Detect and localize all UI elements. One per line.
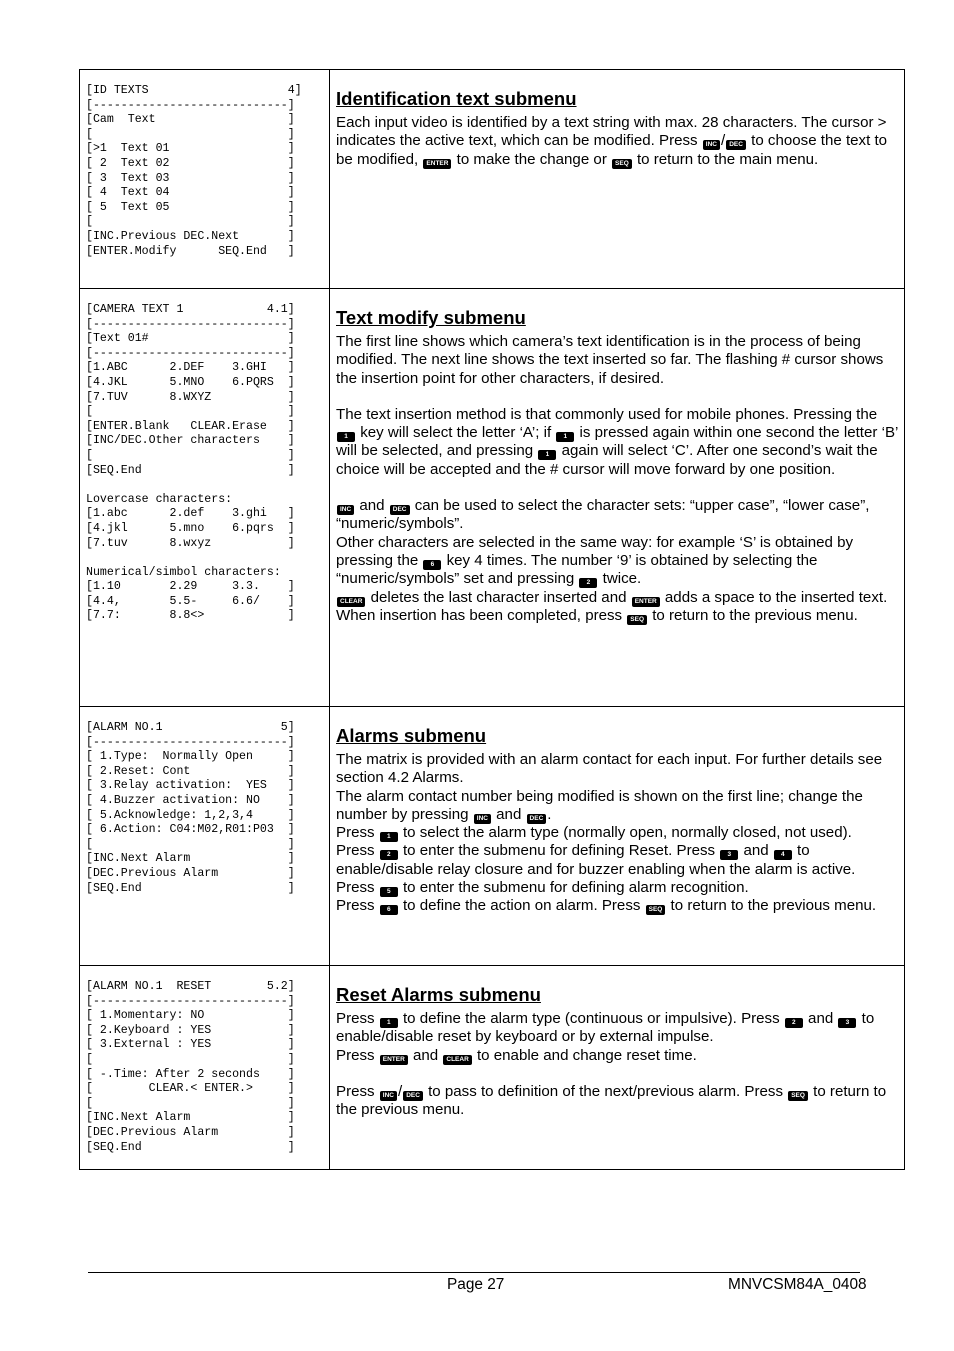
key-6-icon: 6	[380, 905, 398, 915]
paragraph: When insertion has been completed, press SEQ to return to the previous menu.	[336, 606, 858, 624]
paragraph: Press 1 to define the alarm type (continuous or impulsive). Press 2 and 3 to enable/disable reset by keyboard or by external impulse.	[336, 1010, 875, 1046]
paragraph: The matrix is provided with an alarm contact for each input. For further details see section 4.2 Alarms.	[336, 751, 883, 787]
paragraph: CLEAR deletes the last character inserted and ENTER adds a space to the inserted text.	[336, 589, 898, 607]
inc-key-icon: INC	[703, 140, 720, 150]
screen-cell	[80, 289, 330, 707]
key-4-icon: 4	[774, 850, 792, 860]
dec-key-icon: DEC	[390, 505, 410, 515]
clear-key-icon: CLEAR	[443, 1055, 471, 1065]
table-row	[80, 289, 905, 707]
key-2-icon: 2	[579, 578, 597, 588]
inc-key-icon: INC	[337, 505, 354, 515]
paragraph: The first line shows which camera’s text identification is in the process of being modified. The next line shows the text inserted so far. The flashing # cursor shows the insertion point for other characters, if desired.	[336, 333, 884, 387]
screen-cell	[80, 966, 330, 1170]
dec-key-icon: DEC	[527, 814, 547, 824]
inc-key-icon: INC	[380, 1091, 397, 1101]
seq-key-icon: SEQ	[627, 615, 647, 625]
osd-screen-alarm-reset: [ALARM NO.1 RESET 5.2] [----------------------------] [ 1.Momentary: NO ] [ 2.Keyboard : YES ] [ 3.External : YES ] [ ] [ -.Time: After 2 seconds ] [ CLEAR.< ENTER.> ] [ ] [INC.Next Alarm ] [DEC.Previous Alarm ] [SEQ.End ]	[86, 980, 295, 1154]
enter-key-icon: ENTER	[380, 1055, 408, 1065]
table-row	[80, 707, 905, 966]
table-row	[80, 70, 905, 289]
description-cell	[330, 966, 905, 1170]
clear-key-icon: CLEAR	[337, 597, 365, 607]
dec-key-icon: DEC	[403, 1091, 423, 1101]
paragraph: Other characters are selected in the same way: for example ‘S’ is obtained by pressing the 6 key 4 times. The number ‘9’ is obtained by selecting the “numeric/symbols” set and pressing 2 twice.	[336, 533, 854, 588]
key-2-icon: 2	[785, 1018, 803, 1028]
manual-table	[79, 69, 905, 1170]
paragraph: The text insertion method is that commonly used for mobile phones. Pressing the 1 key will select the letter ‘A’; if 1 is pressed again within one second the letter ‘B’ will be selected, and pressing 1 again will select ‘C’. After one second’s wait the choice will be accepted and the # cursor will move forward by one position.	[336, 405, 898, 478]
screen-cell	[80, 707, 330, 966]
table-row	[80, 966, 905, 1170]
seq-key-icon: SEQ	[612, 159, 632, 169]
key-1-icon: 1	[538, 450, 556, 460]
section-title: Text modify submenu	[336, 307, 526, 328]
paragraph: Press 6 to define the action on alarm. Press SEQ to return to the previous menu.	[336, 897, 877, 915]
key-1-icon: 1	[337, 432, 355, 442]
paragraph: Press INC / DEC to pass to definition of the next/previous alarm. Press SEQ to return to the previous menu.	[336, 1082, 887, 1119]
footer-divider	[88, 1272, 860, 1273]
key-1-icon: 1	[380, 1018, 398, 1028]
seq-key-icon: SEQ	[788, 1091, 808, 1101]
paragraph: INC and DEC can be used to select the character sets: “upper case”, “lower case”, “numeric/symbols”.	[336, 497, 870, 533]
screen-cell	[80, 70, 330, 289]
enter-key-icon: ENTER	[632, 597, 660, 607]
description-cell	[330, 70, 905, 289]
paragraph: The alarm contact number being modified is shown on the first line; change the number by pressing INC and DEC .	[336, 787, 863, 823]
seq-key-icon: SEQ	[646, 905, 666, 915]
osd-screen-id-texts: [ID TEXTS 4] [----------------------------] [Cam Text ] [ ] [>1 Text 01 ] [ 2 Text 02 ] [ 3 Text 03 ] [ 4 Text 04 ] [ 5 Text 05 ] [ ] [INC.Previous DEC.Next ] [ENTER.Modify SEQ.End ]	[86, 84, 302, 258]
page-number: Page 27	[447, 1276, 505, 1293]
key-5-icon: 5	[380, 887, 398, 897]
key-1-icon: 1	[556, 432, 574, 442]
enter-key-icon: ENTER	[423, 159, 451, 169]
paragraph: Press 1 to select the alarm type (normally open, normally closed, not used).	[336, 824, 852, 842]
key-3-icon: 3	[720, 850, 738, 860]
paragraph: Press ENTER and CLEAR to enable and change reset time.	[336, 1046, 697, 1064]
osd-screen-camera-text: [CAMERA TEXT 1 4.1] [----------------------------] [Text 01# ] [----------------------------] [1.ABC 2.DEF 3.GHI ] [4.JKL 5.MNO 6.PQRS ] [7.TUV 8.WXYZ ] [ ] [ENTER.Blank CLEAR.Erase ] [INC/DEC.Other characters ] [ ] [SEQ.End ] Lovercase characters: [1.abc 2.def 3.ghi ] [4.jkl 5.mno 6.pqrs ] [7.tuv 8.wxyz ] Numerical/simbol characters: [1.10 2.29 3.3. ] [4.4, 5.5- 6.6/ ] [7.7: 8.8<> ]	[86, 303, 295, 623]
document-reference: MNVCSM84A_0408	[728, 1276, 867, 1293]
paragraph: Press 2 to enter the submenu for defining Reset. Press 3 and 4 to enable/disable relay closure and for buzzer enabling when the alarm is active.	[336, 842, 856, 878]
paragraph: Each input video is identified by a text string with max. 28 characters. The cursor > indicates the active text, which can be modified. Press INC / DEC to choose the text to be modified, ENTER to make the change or SEQ to return to the main menu.	[336, 114, 888, 168]
key-2-icon: 2	[380, 850, 398, 860]
paragraph: Press 5 to enter the submenu for defining alarm recognition.	[336, 879, 749, 897]
description-cell	[330, 289, 905, 707]
key-6-icon: 6	[423, 560, 441, 570]
dec-key-icon: DEC	[726, 140, 746, 150]
osd-screen-alarm: [ALARM NO.1 5] [----------------------------] [ 1.Type: Normally Open ] [ 2.Reset: Cont ] [ 3.Relay activation: YES ] [ 4.Buzzer activation: NO ] [ 5.Acknowledge: 1,2,3,4 ] [ 6.Action: C04:M02,R01:P03 ] [ ] [INC.Next Alarm ] [DEC.Previous Alarm ] [SEQ.End ]	[86, 721, 295, 895]
section-title: Reset Alarms submenu	[336, 984, 541, 1005]
key-1-icon: 1	[380, 832, 398, 842]
inc-key-icon: INC	[474, 814, 491, 824]
section-title: Identification text submenu	[336, 88, 577, 109]
section-title: Alarms submenu	[336, 725, 487, 746]
key-3-icon: 3	[838, 1018, 856, 1028]
description-cell	[330, 707, 905, 966]
